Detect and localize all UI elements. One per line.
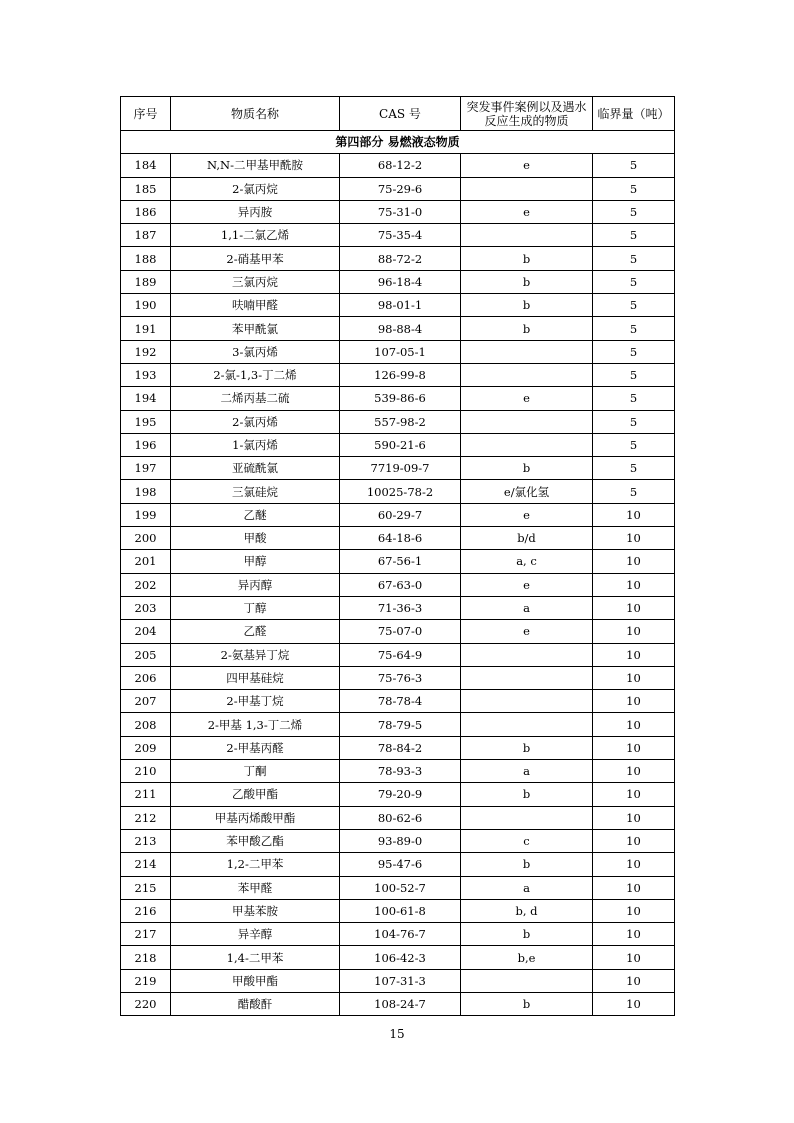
cell-index: 185 <box>121 177 171 200</box>
table-row <box>121 806 675 829</box>
cell-cases <box>461 340 593 363</box>
cell-cases <box>461 410 593 433</box>
table-row <box>121 783 675 806</box>
cell-threshold: 10 <box>593 992 675 1015</box>
cell-cas: 98-01-1 <box>340 294 461 317</box>
section-title: 第四部分 易燃液态物质 <box>121 131 675 154</box>
cell-cases: c <box>461 829 593 852</box>
table-row <box>121 876 675 899</box>
cell-index: 214 <box>121 853 171 876</box>
cell-threshold: 5 <box>593 294 675 317</box>
cell-index: 199 <box>121 503 171 526</box>
cell-name: 2-甲基丙醛 <box>171 736 340 759</box>
cell-cases: b,e <box>461 946 593 969</box>
cell-index: 209 <box>121 736 171 759</box>
cell-name: 异丙醇 <box>171 573 340 596</box>
cell-name: 醋酸酐 <box>171 992 340 1015</box>
header-index: 序号 <box>121 97 171 131</box>
cell-threshold: 5 <box>593 480 675 503</box>
cell-index: 191 <box>121 317 171 340</box>
cell-cases <box>461 666 593 689</box>
cell-cases: b <box>461 783 593 806</box>
cell-index: 205 <box>121 643 171 666</box>
cell-cases: b/d <box>461 527 593 550</box>
cell-name: 2-氯丙烷 <box>171 177 340 200</box>
header-name: 物质名称 <box>171 97 340 131</box>
cell-index: 192 <box>121 340 171 363</box>
cell-cases: e <box>461 387 593 410</box>
cell-cas: 67-63-0 <box>340 573 461 596</box>
cell-index: 198 <box>121 480 171 503</box>
cell-index: 220 <box>121 992 171 1015</box>
table-row <box>121 829 675 852</box>
cell-cas: 100-52-7 <box>340 876 461 899</box>
table-row <box>121 899 675 922</box>
cell-name: 丁醇 <box>171 596 340 619</box>
cell-name: 苯甲酰氯 <box>171 317 340 340</box>
cell-index: 195 <box>121 410 171 433</box>
cell-name: 苯甲酸乙酯 <box>171 829 340 852</box>
cell-cas: 75-76-3 <box>340 666 461 689</box>
cell-index: 186 <box>121 200 171 223</box>
cell-threshold: 10 <box>593 899 675 922</box>
cell-cases: b <box>461 992 593 1015</box>
cell-name: 二烯丙基二硫 <box>171 387 340 410</box>
substance-table <box>120 96 675 1016</box>
cell-cas: 78-84-2 <box>340 736 461 759</box>
cell-cases: b <box>461 317 593 340</box>
page-number: 15 <box>389 1027 405 1041</box>
table-header <box>121 97 675 131</box>
cell-name: 2-氨基异丁烷 <box>171 643 340 666</box>
table-row <box>121 503 675 526</box>
cell-index: 218 <box>121 946 171 969</box>
cell-threshold: 10 <box>593 713 675 736</box>
cell-cases <box>461 969 593 992</box>
cell-name: 甲酸甲酯 <box>171 969 340 992</box>
table-row <box>121 270 675 293</box>
cell-cas: 93-89-0 <box>340 829 461 852</box>
cell-name: 3-氯丙烯 <box>171 340 340 363</box>
cell-index: 194 <box>121 387 171 410</box>
cell-cas: 557-98-2 <box>340 410 461 433</box>
cell-threshold: 10 <box>593 829 675 852</box>
cell-index: 193 <box>121 363 171 386</box>
cell-threshold: 5 <box>593 363 675 386</box>
table-row <box>121 457 675 480</box>
cell-cas: 98-88-4 <box>340 317 461 340</box>
cell-cas: 60-29-7 <box>340 503 461 526</box>
cell-cas: 108-24-7 <box>340 992 461 1015</box>
cell-cases: e <box>461 573 593 596</box>
cell-threshold: 5 <box>593 340 675 363</box>
cell-cas: 107-05-1 <box>340 340 461 363</box>
cell-cas: 539-86-6 <box>340 387 461 410</box>
cell-cas: 79-20-9 <box>340 783 461 806</box>
cell-threshold: 10 <box>593 946 675 969</box>
cell-name: 1-氯丙烯 <box>171 433 340 456</box>
cell-name: 丁酮 <box>171 760 340 783</box>
cell-name: 三氯硅烷 <box>171 480 340 503</box>
cell-index: 217 <box>121 923 171 946</box>
cell-cases: e <box>461 200 593 223</box>
cell-threshold: 5 <box>593 224 675 247</box>
table-row <box>121 340 675 363</box>
cell-name: 乙酸甲酯 <box>171 783 340 806</box>
cell-cases: a <box>461 760 593 783</box>
table-row <box>121 200 675 223</box>
table-row <box>121 760 675 783</box>
cell-cases: e <box>461 620 593 643</box>
cell-cas: 78-78-4 <box>340 690 461 713</box>
table-row <box>121 736 675 759</box>
cell-index: 215 <box>121 876 171 899</box>
cell-threshold: 10 <box>593 969 675 992</box>
cell-index: 211 <box>121 783 171 806</box>
cell-index: 189 <box>121 270 171 293</box>
table-row <box>121 177 675 200</box>
table-body <box>121 131 675 1016</box>
cell-threshold: 5 <box>593 270 675 293</box>
cell-cas: 590-21-6 <box>340 433 461 456</box>
cell-index: 206 <box>121 666 171 689</box>
cell-cas: 78-93-3 <box>340 760 461 783</box>
cell-cases: a, c <box>461 550 593 573</box>
cell-name: 甲基丙烯酸甲酯 <box>171 806 340 829</box>
cell-threshold: 10 <box>593 736 675 759</box>
cell-index: 184 <box>121 154 171 177</box>
cell-index: 210 <box>121 760 171 783</box>
cell-cas: 64-18-6 <box>340 527 461 550</box>
table-row <box>121 969 675 992</box>
cell-cas: 88-72-2 <box>340 247 461 270</box>
table-row <box>121 410 675 433</box>
cell-cas: 106-42-3 <box>340 946 461 969</box>
cell-index: 216 <box>121 899 171 922</box>
cell-name: 甲醇 <box>171 550 340 573</box>
table-row <box>121 666 675 689</box>
table-row <box>121 527 675 550</box>
cell-index: 204 <box>121 620 171 643</box>
cell-index: 219 <box>121 969 171 992</box>
cell-threshold: 10 <box>593 783 675 806</box>
cell-name: 四甲基硅烷 <box>171 666 340 689</box>
cell-threshold: 10 <box>593 596 675 619</box>
cell-cas: 67-56-1 <box>340 550 461 573</box>
cell-name: 甲酸 <box>171 527 340 550</box>
table-row <box>121 363 675 386</box>
cell-threshold: 5 <box>593 433 675 456</box>
header-cases: 突发事件案例以及遇水反应生成的物质 <box>461 97 593 131</box>
header-threshold: 临界量（吨） <box>593 97 675 131</box>
cell-threshold: 5 <box>593 457 675 480</box>
cell-name: N,N-二甲基甲酰胺 <box>171 154 340 177</box>
cell-cas: 126-99-8 <box>340 363 461 386</box>
cell-cases: b <box>461 247 593 270</box>
cell-index: 202 <box>121 573 171 596</box>
table-row <box>121 317 675 340</box>
cell-threshold: 10 <box>593 876 675 899</box>
cell-index: 187 <box>121 224 171 247</box>
header-row <box>121 97 675 131</box>
cell-cases: e <box>461 503 593 526</box>
cell-name: 异丙胺 <box>171 200 340 223</box>
cell-cas: 10025-78-2 <box>340 480 461 503</box>
cell-threshold: 10 <box>593 666 675 689</box>
cell-index: 213 <box>121 829 171 852</box>
cell-name: 2-硝基甲苯 <box>171 247 340 270</box>
cell-index: 190 <box>121 294 171 317</box>
cell-name: 1,1-二氯乙烯 <box>171 224 340 247</box>
cell-threshold: 5 <box>593 177 675 200</box>
cell-threshold: 10 <box>593 923 675 946</box>
cell-cas: 7719-09-7 <box>340 457 461 480</box>
cell-cas: 75-31-0 <box>340 200 461 223</box>
table-row <box>121 923 675 946</box>
cell-index: 188 <box>121 247 171 270</box>
table-row <box>121 946 675 969</box>
cell-threshold: 5 <box>593 317 675 340</box>
section-row <box>121 131 675 154</box>
cell-threshold: 10 <box>593 550 675 573</box>
table-row <box>121 480 675 503</box>
cell-threshold: 10 <box>593 643 675 666</box>
cell-index: 207 <box>121 690 171 713</box>
cell-name: 甲基苯胺 <box>171 899 340 922</box>
cell-cas: 75-07-0 <box>340 620 461 643</box>
cell-name: 异辛醇 <box>171 923 340 946</box>
cell-name: 2-氯-1,3-丁二烯 <box>171 363 340 386</box>
cell-index: 208 <box>121 713 171 736</box>
cell-index: 196 <box>121 433 171 456</box>
cell-name: 2-氯丙烯 <box>171 410 340 433</box>
cell-name: 2-甲基 1,3-丁二烯 <box>171 713 340 736</box>
table-row <box>121 620 675 643</box>
cell-index: 200 <box>121 527 171 550</box>
cell-index: 212 <box>121 806 171 829</box>
cell-threshold: 10 <box>593 690 675 713</box>
table-row <box>121 573 675 596</box>
cell-threshold: 5 <box>593 154 675 177</box>
cell-name: 1,4-二甲苯 <box>171 946 340 969</box>
cell-threshold: 10 <box>593 853 675 876</box>
cell-cas: 100-61-8 <box>340 899 461 922</box>
header-cas: CAS 号 <box>340 97 461 131</box>
cell-cases <box>461 177 593 200</box>
cell-name: 2-甲基丁烷 <box>171 690 340 713</box>
cell-cases: b, d <box>461 899 593 922</box>
cell-cas: 75-64-9 <box>340 643 461 666</box>
cell-cases: a <box>461 876 593 899</box>
table-row <box>121 992 675 1015</box>
cell-name: 乙醚 <box>171 503 340 526</box>
cell-cas: 107-31-3 <box>340 969 461 992</box>
cell-cases <box>461 690 593 713</box>
cell-threshold: 10 <box>593 620 675 643</box>
cell-threshold: 5 <box>593 247 675 270</box>
cell-cases <box>461 806 593 829</box>
cell-threshold: 10 <box>593 760 675 783</box>
cell-cases <box>461 643 593 666</box>
table-row <box>121 550 675 573</box>
cell-cases: b <box>461 923 593 946</box>
table-row <box>121 713 675 736</box>
cell-name: 呋喃甲醛 <box>171 294 340 317</box>
cell-threshold: 10 <box>593 573 675 596</box>
cell-cas: 104-76-7 <box>340 923 461 946</box>
table-row <box>121 224 675 247</box>
table-row <box>121 643 675 666</box>
cell-name: 1,2-二甲苯 <box>171 853 340 876</box>
cell-cases <box>461 224 593 247</box>
cell-index: 197 <box>121 457 171 480</box>
cell-threshold: 10 <box>593 527 675 550</box>
cell-cas: 75-29-6 <box>340 177 461 200</box>
cell-threshold: 5 <box>593 387 675 410</box>
table-row <box>121 154 675 177</box>
cell-cases <box>461 433 593 456</box>
table-row <box>121 433 675 456</box>
cell-cases <box>461 363 593 386</box>
cell-cases: b <box>461 270 593 293</box>
cell-cases: b <box>461 294 593 317</box>
cell-cas: 78-79-5 <box>340 713 461 736</box>
cell-cas: 80-62-6 <box>340 806 461 829</box>
cell-index: 203 <box>121 596 171 619</box>
table-row <box>121 387 675 410</box>
table-row <box>121 690 675 713</box>
cell-index: 201 <box>121 550 171 573</box>
cell-cases: b <box>461 457 593 480</box>
table-row <box>121 247 675 270</box>
cell-cases: b <box>461 853 593 876</box>
table-row <box>121 853 675 876</box>
table-row <box>121 596 675 619</box>
cell-threshold: 5 <box>593 200 675 223</box>
cell-cas: 75-35-4 <box>340 224 461 247</box>
cell-cases: a <box>461 596 593 619</box>
cell-cas: 95-47-6 <box>340 853 461 876</box>
cell-threshold: 5 <box>593 410 675 433</box>
cell-cases: e <box>461 154 593 177</box>
cell-cases: e/氯化氢 <box>461 480 593 503</box>
cell-cases: b <box>461 736 593 759</box>
table-row <box>121 294 675 317</box>
cell-cas: 71-36-3 <box>340 596 461 619</box>
cell-name: 乙醛 <box>171 620 340 643</box>
cell-cas: 68-12-2 <box>340 154 461 177</box>
cell-threshold: 10 <box>593 503 675 526</box>
cell-threshold: 10 <box>593 806 675 829</box>
cell-name: 亚硫酰氯 <box>171 457 340 480</box>
cell-name: 苯甲醛 <box>171 876 340 899</box>
cell-cas: 96-18-4 <box>340 270 461 293</box>
cell-name: 三氯丙烷 <box>171 270 340 293</box>
cell-cases <box>461 713 593 736</box>
